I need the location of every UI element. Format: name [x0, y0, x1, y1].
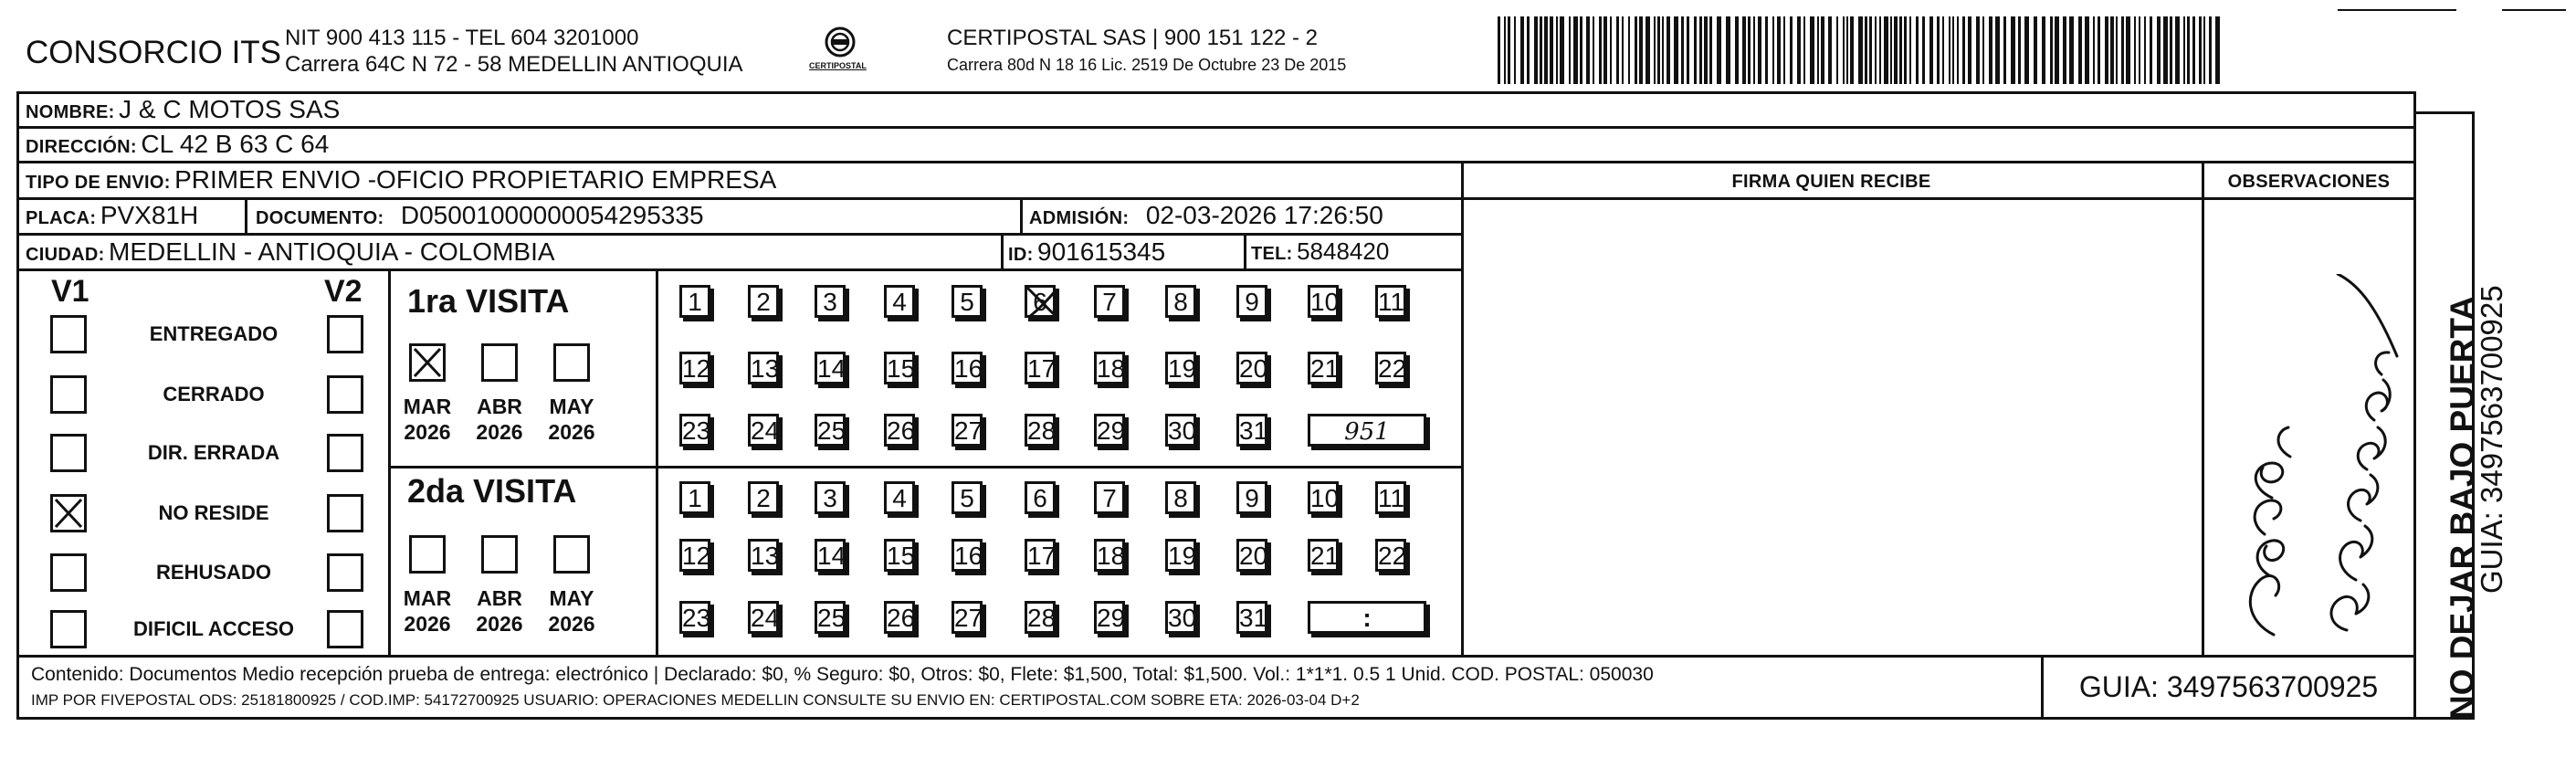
year-label: 2026	[476, 419, 523, 444]
barcode-bar	[1890, 16, 1892, 84]
side-guia: GUIA: 3497563700925	[2475, 285, 2508, 594]
day-box[interactable]: 10	[1308, 481, 1339, 514]
barcode-bar	[1580, 16, 1582, 84]
handwritten-time: 951	[1344, 418, 1390, 446]
row-divider	[388, 466, 1461, 468]
v2-checkbox[interactable]	[327, 434, 363, 472]
day-box[interactable]: 31	[1236, 601, 1267, 634]
barcode-bar	[1777, 16, 1781, 84]
barcode-bar	[1527, 16, 1530, 84]
barcode-bar	[1573, 16, 1578, 84]
barcode-bar	[1674, 16, 1678, 84]
footer-guia: GUIA: 3497563700925	[2078, 670, 2379, 703]
barcode-bar	[1514, 16, 1516, 84]
day-box[interactable]: 6	[1025, 481, 1056, 514]
col-divider	[2202, 161, 2204, 655]
barcode-bar	[1929, 16, 1933, 84]
month-caption	[400, 586, 455, 637]
barcode-bar	[2034, 16, 2037, 84]
day-box[interactable]: 17	[1025, 352, 1056, 384]
barcode-bar	[1550, 16, 1553, 84]
barcode-bar	[2187, 16, 2190, 84]
year-label: 2026	[404, 611, 451, 636]
day-box[interactable]: 29	[1094, 414, 1125, 447]
barcode-bar	[1520, 16, 1524, 84]
nombre-field	[26, 97, 340, 122]
day-box[interactable]: 17	[1025, 539, 1056, 572]
placa-value: PVX81H	[100, 201, 199, 229]
barcode-bar	[1645, 16, 1650, 84]
barcode-bar	[1622, 16, 1624, 84]
month-label: MAR	[403, 586, 452, 610]
barcode-bar	[2192, 16, 2195, 84]
barcode-bar	[1687, 16, 1689, 84]
day-box[interactable]: 7	[1094, 285, 1125, 318]
barcode-bar	[1657, 16, 1660, 84]
barcode-bar	[1758, 16, 1761, 84]
first-visit-title: 1ra VISITA	[407, 282, 570, 320]
barcode-bar	[2018, 16, 2021, 84]
day-box[interactable]: 8	[1165, 285, 1196, 318]
day-box[interactable]: 22	[1375, 352, 1406, 384]
day-box[interactable]: 8	[1165, 481, 1196, 514]
col-divider	[1461, 161, 1464, 655]
contenido-text: Contenido: Documentos Medio recepción prueba de entrega: electrónico | Declarado: $0, % Seguro: $0, Otros: $0, Flete: $1,500, Total: $1,500. Vol.: 1*1*1. 0.5 1 Unid. COD. POSTAL: 050030	[31, 664, 1654, 685]
month-caption	[472, 586, 527, 637]
barcode-bar	[2215, 16, 2220, 84]
company-address: Carrera 64C N 72 - 58 MEDELLIN ANTIOQUIA	[285, 52, 743, 77]
barcode-bar	[1709, 16, 1712, 84]
barcode-bar	[2134, 16, 2136, 84]
day-box[interactable]: 4	[884, 481, 915, 514]
month-caption	[544, 586, 599, 637]
barcode-bar	[1560, 16, 1564, 84]
barcode-bar	[1753, 16, 1755, 84]
nombre-label: NOMBRE:	[26, 102, 115, 122]
check-x-icon	[412, 346, 443, 379]
barcode-bar	[1875, 16, 1877, 84]
barcode-bar	[1742, 16, 1746, 84]
barcode-bar	[1803, 16, 1805, 84]
barcode-bar	[1916, 16, 1919, 84]
day-box[interactable]: 16	[952, 352, 983, 384]
barcode-bar	[2183, 16, 2185, 84]
barcode-bar	[2170, 16, 2172, 84]
row-divider	[16, 126, 2416, 129]
barcode-bar	[1865, 16, 1867, 84]
col-divider	[1244, 233, 1246, 268]
barcode-bar	[1717, 16, 1721, 84]
day-box[interactable]: 3	[815, 285, 846, 318]
day-box[interactable]: 26	[884, 601, 915, 634]
barcode-bar	[1976, 16, 1980, 84]
barcode-bar	[1748, 16, 1751, 84]
observaciones-header: OBSERVACIONES	[2227, 172, 2391, 192]
day-box[interactable]: 18	[1094, 539, 1125, 572]
day-box[interactable]: 2	[748, 481, 779, 514]
barcode-bar	[1772, 16, 1774, 84]
check-x-icon	[53, 497, 84, 530]
day-box[interactable]: 5	[952, 285, 983, 318]
documento-field	[256, 203, 704, 228]
barcode-bar	[2093, 16, 2095, 84]
tel-value: 5848420	[1297, 237, 1390, 265]
barcode-bar	[1904, 16, 1907, 84]
admision-field	[1029, 203, 1383, 228]
day-box[interactable]: 7	[1094, 481, 1125, 514]
day-box[interactable]: 9	[1236, 285, 1267, 318]
documento-label: DOCUMENTO:	[256, 208, 384, 228]
v2-checkbox[interactable]	[327, 553, 363, 592]
barcode-bar	[1699, 16, 1702, 84]
barcode-bar	[1790, 16, 1793, 84]
v1-checkbox[interactable]	[50, 610, 87, 648]
barcode-bar	[1586, 16, 1590, 84]
day-box[interactable]: 5	[952, 481, 983, 514]
barcode-bar	[1508, 16, 1510, 84]
status-option-label: REHUSADO	[156, 561, 271, 584]
barcode-bar	[2144, 16, 2146, 84]
day-box[interactable]: 14	[815, 352, 846, 384]
month-checkbox[interactable]	[409, 535, 446, 574]
second-visit-title: 2da VISITA	[407, 472, 577, 510]
day-cross-icon	[1025, 284, 1062, 321]
barcode-bar	[1593, 16, 1594, 84]
barcode-bar	[2003, 16, 2006, 84]
admision-label: ADMISIÓN:	[1029, 208, 1130, 228]
ciudad-value: MEDELLIN - ANTIOQUIA - COLOMBIA	[109, 237, 555, 266]
barcode-bar	[2121, 16, 2124, 84]
v2-header: V2	[324, 274, 363, 309]
day-box[interactable]: 10	[1308, 285, 1339, 318]
barcode-bar	[2042, 16, 2045, 84]
barcode-bar	[1540, 16, 1542, 84]
barcode-bar	[1952, 16, 1954, 84]
barcode-bar	[2085, 16, 2089, 84]
time-box[interactable]	[1308, 601, 1426, 634]
barcode-bar	[2157, 16, 2161, 84]
barcode-bar	[2150, 16, 2152, 84]
status-option-label: DIR. ERRADA	[147, 441, 280, 464]
day-box[interactable]: 13	[748, 352, 779, 384]
barcode-bar	[2078, 16, 2082, 84]
v1-checkbox[interactable]	[50, 315, 87, 353]
id-label: ID:	[1008, 245, 1034, 265]
status-option-label: CERRADO	[163, 383, 265, 405]
barcode-bar	[1667, 16, 1670, 84]
barcode-bar	[1850, 16, 1854, 84]
month-checkbox[interactable]	[553, 535, 590, 574]
v1-checkbox[interactable]	[50, 553, 87, 592]
v1-checkbox[interactable]	[50, 375, 87, 414]
v1-checkbox[interactable]	[50, 494, 87, 532]
month-checkbox[interactable]	[409, 343, 446, 382]
month-label: MAY	[549, 395, 594, 418]
day-box[interactable]: 25	[815, 414, 846, 447]
barcode-bar	[1810, 16, 1814, 84]
day-box[interactable]: 28	[1025, 601, 1056, 634]
barcode-bar	[1556, 16, 1558, 84]
barcode-bar	[1989, 16, 1992, 84]
barcode-bar	[1704, 16, 1708, 84]
direccion-value: CL 42 B 63 C 64	[141, 130, 330, 158]
time-box[interactable]	[1308, 414, 1426, 447]
day-box[interactable]: 18	[1094, 352, 1125, 384]
month-checkbox[interactable]	[553, 343, 590, 382]
day-box[interactable]: 30	[1165, 601, 1196, 634]
barcode-bar	[1937, 16, 1940, 84]
barcode-bar	[1949, 16, 1950, 84]
month-caption	[472, 395, 527, 445]
month-label: MAY	[549, 586, 594, 610]
side-warning-wrap	[2420, 111, 2508, 720]
barcode-bar	[2011, 16, 2015, 84]
tipo-envio-value: PRIMER ENVIO -OFICIO PROPIETARIO EMPRESA	[174, 165, 777, 194]
handwritten-signature	[2210, 274, 2406, 648]
firma-header: FIRMA QUIEN RECIBE	[1731, 172, 1931, 192]
day-box[interactable]: 9	[1236, 481, 1267, 514]
certipostal-logo	[804, 24, 877, 77]
day-box[interactable]: 25	[815, 601, 846, 634]
day-box[interactable]: 29	[1094, 601, 1125, 634]
barcode-bar	[1962, 16, 1965, 84]
row-divider	[16, 268, 1461, 271]
time-placeholder: :	[1362, 604, 1372, 632]
day-box[interactable]: 24	[748, 414, 779, 447]
barcode-bar	[2069, 16, 2074, 84]
barcode-bar	[1635, 16, 1637, 84]
barcode-bar	[1504, 16, 1506, 84]
row-divider	[16, 197, 2416, 200]
barcode-bar	[1569, 16, 1571, 84]
direccion-label: DIRECCIÓN:	[26, 137, 137, 157]
day-box[interactable]: 20	[1236, 539, 1267, 572]
barcode-bar	[2163, 16, 2168, 84]
day-box[interactable]	[1025, 285, 1056, 318]
month-checkbox[interactable]	[481, 535, 518, 574]
barcode-bar	[1922, 16, 1925, 84]
v2-checkbox[interactable]	[327, 315, 363, 353]
day-box[interactable]: 1	[679, 481, 710, 514]
id-field	[1008, 239, 1165, 265]
tel-label: TEL:	[1251, 244, 1293, 264]
tipo-envio-label: TIPO DE ENVIO:	[26, 173, 171, 193]
documento-value: D05001000000054295335	[400, 201, 704, 229]
status-option-label: NO RESIDE	[158, 501, 269, 524]
barcode-bar	[1616, 16, 1619, 84]
day-box[interactable]: 11	[1375, 481, 1406, 514]
barcode-bar	[2063, 16, 2066, 84]
barcode-bar	[1765, 16, 1768, 84]
col-divider	[388, 268, 391, 655]
barcode-bar	[1654, 16, 1656, 84]
day-box[interactable]: 16	[952, 539, 983, 572]
logo-text: CERTIPOSTAL	[809, 61, 867, 70]
month-checkbox[interactable]	[481, 343, 518, 382]
day-box[interactable]: 13	[748, 539, 779, 572]
barcode-bar	[1836, 16, 1838, 84]
day-box[interactable]: 21	[1308, 539, 1339, 572]
status-option-label: ENTREGADO	[149, 322, 279, 345]
barcode	[1498, 16, 2228, 84]
barcode-bar	[1681, 16, 1684, 84]
barcode-bar	[1534, 16, 1538, 84]
month-caption	[544, 395, 599, 445]
barcode-bar	[1821, 16, 1824, 84]
carrier-name: CERTIPOSTAL SAS | 900 151 122 - 2	[947, 26, 1318, 50]
col-divider	[656, 268, 658, 655]
barcode-bar	[1783, 16, 1785, 84]
id-value: 901615345	[1037, 237, 1166, 266]
day-box[interactable]: 19	[1165, 539, 1196, 572]
day-box[interactable]: 12	[679, 539, 710, 572]
corner-mark	[2338, 9, 2456, 11]
barcode-bar	[1846, 16, 1848, 84]
barcode-bar	[1817, 16, 1819, 84]
barcode-bar	[1828, 16, 1832, 84]
barcode-bar	[1942, 16, 1944, 84]
year-label: 2026	[548, 611, 595, 636]
barcode-bar	[1869, 16, 1872, 84]
barcode-bar	[1599, 16, 1602, 84]
day-box[interactable]: 28	[1025, 414, 1056, 447]
barcode-bar	[1858, 16, 1863, 84]
company-name: CONSORCIO ITS	[26, 35, 282, 70]
barcode-bar	[1498, 16, 1500, 84]
col-divider	[245, 197, 247, 233]
day-box[interactable]: 27	[952, 601, 983, 634]
row-divider	[16, 161, 2416, 163]
direccion-field	[26, 132, 329, 157]
barcode-bar	[1843, 16, 1845, 84]
barcode-bar	[1879, 16, 1881, 84]
v1-header: V1	[51, 274, 89, 309]
barcode-bar	[2055, 16, 2059, 84]
barcode-bar	[2126, 16, 2130, 84]
barcode-bar	[1995, 16, 2000, 84]
day-box[interactable]: 24	[748, 601, 779, 634]
barcode-bar	[2139, 16, 2140, 84]
day-box[interactable]: 20	[1236, 352, 1267, 384]
barcode-bar	[1726, 16, 1730, 84]
barcode-bar	[1884, 16, 1888, 84]
barcode-bar	[1957, 16, 1959, 84]
barcode-bar	[1968, 16, 1971, 84]
barcode-bar	[1982, 16, 1984, 84]
day-box[interactable]: 22	[1375, 539, 1406, 572]
corner-mark	[2502, 9, 2566, 11]
day-box[interactable]: 21	[1308, 352, 1339, 384]
day-box[interactable]: 3	[815, 481, 846, 514]
barcode-bar	[2105, 16, 2108, 84]
barcode-bar	[2203, 16, 2205, 84]
day-box[interactable]: 26	[884, 414, 915, 447]
v1-checkbox[interactable]	[50, 434, 87, 472]
barcode-bar	[1694, 16, 1697, 84]
barcode-bar	[2116, 16, 2118, 84]
day-number: 6	[1033, 288, 1047, 316]
barcode-bar	[1909, 16, 1911, 84]
month-label: MAR	[403, 395, 452, 418]
barcode-bar	[1544, 16, 1548, 84]
year-label: 2026	[476, 611, 523, 636]
day-box[interactable]: 11	[1375, 285, 1406, 318]
day-box[interactable]: 15	[884, 539, 915, 572]
v2-checkbox[interactable]	[327, 375, 363, 414]
v2-checkbox[interactable]	[327, 494, 363, 532]
month-label: ABR	[477, 586, 522, 610]
nombre-value: J & C MOTOS SAS	[119, 95, 341, 123]
barcode-bar	[1735, 16, 1739, 84]
barcode-bar	[1797, 16, 1801, 84]
carrier-address: Carrera 80d N 18 16 Lic. 2519 De Octubre 23 De 2015	[947, 56, 1347, 74]
admision-value: 02-03-2026 17:26:50	[1145, 201, 1383, 229]
barcode-bar	[2098, 16, 2100, 84]
placa-field	[26, 203, 198, 228]
placa-label: PLACA:	[26, 208, 97, 228]
day-box[interactable]: 30	[1165, 414, 1196, 447]
row-divider	[16, 655, 2416, 658]
month-caption	[400, 395, 455, 445]
day-box[interactable]: 31	[1236, 414, 1267, 447]
col-divider	[1020, 197, 1023, 233]
side-warning: NO DEJAR BAJO PUERTA	[2444, 296, 2481, 720]
day-box[interactable]: 2	[748, 285, 779, 318]
barcode-bar	[1610, 16, 1612, 84]
month-label: ABR	[477, 395, 522, 418]
day-box[interactable]: 1	[679, 285, 710, 318]
barcode-bar	[2110, 16, 2114, 84]
ciudad-label: CIUDAD:	[26, 245, 105, 265]
barcode-bar	[2199, 16, 2202, 84]
status-option-label: DIFICIL ACCESO	[132, 617, 294, 640]
year-label: 2026	[404, 419, 451, 444]
day-box[interactable]: 23	[679, 414, 710, 447]
day-box[interactable]: 27	[952, 414, 983, 447]
day-box[interactable]: 4	[884, 285, 915, 318]
v2-checkbox[interactable]	[327, 610, 363, 648]
tipo-envio-field	[26, 167, 776, 193]
ciudad-field	[26, 239, 555, 265]
day-box[interactable]: 23	[679, 601, 710, 634]
barcode-bar	[2050, 16, 2053, 84]
barcode-bar	[1894, 16, 1898, 84]
barcode-bar	[1899, 16, 1902, 84]
day-box[interactable]: 12	[679, 352, 710, 384]
barcode-bar	[1603, 16, 1607, 84]
barcode-bar	[2209, 16, 2212, 84]
imp-text: IMP POR FIVEPOSTAL ODS: 25181800925 / COD.IMP: 54172700925 USUARIO: OPERACIONES MEDELLIN CONSULTE SU ENVIO EN: CERTIPOSTAL.COM SOBRE ETA: 2026-03-04 D+2	[31, 691, 1360, 709]
barcode-bar	[2024, 16, 2029, 84]
barcode-bar	[1639, 16, 1643, 84]
tel-field	[1251, 239, 1389, 263]
col-divider	[1001, 233, 1004, 268]
day-box[interactable]: 15	[884, 352, 915, 384]
year-label: 2026	[548, 419, 595, 444]
barcode-bar	[1628, 16, 1630, 84]
company-nit: NIT 900 413 115 - TEL 604 3201000	[285, 26, 639, 50]
barcode-bar	[2175, 16, 2180, 84]
barcode-bar	[1662, 16, 1664, 84]
day-box[interactable]: 14	[815, 539, 846, 572]
day-box[interactable]: 19	[1165, 352, 1196, 384]
